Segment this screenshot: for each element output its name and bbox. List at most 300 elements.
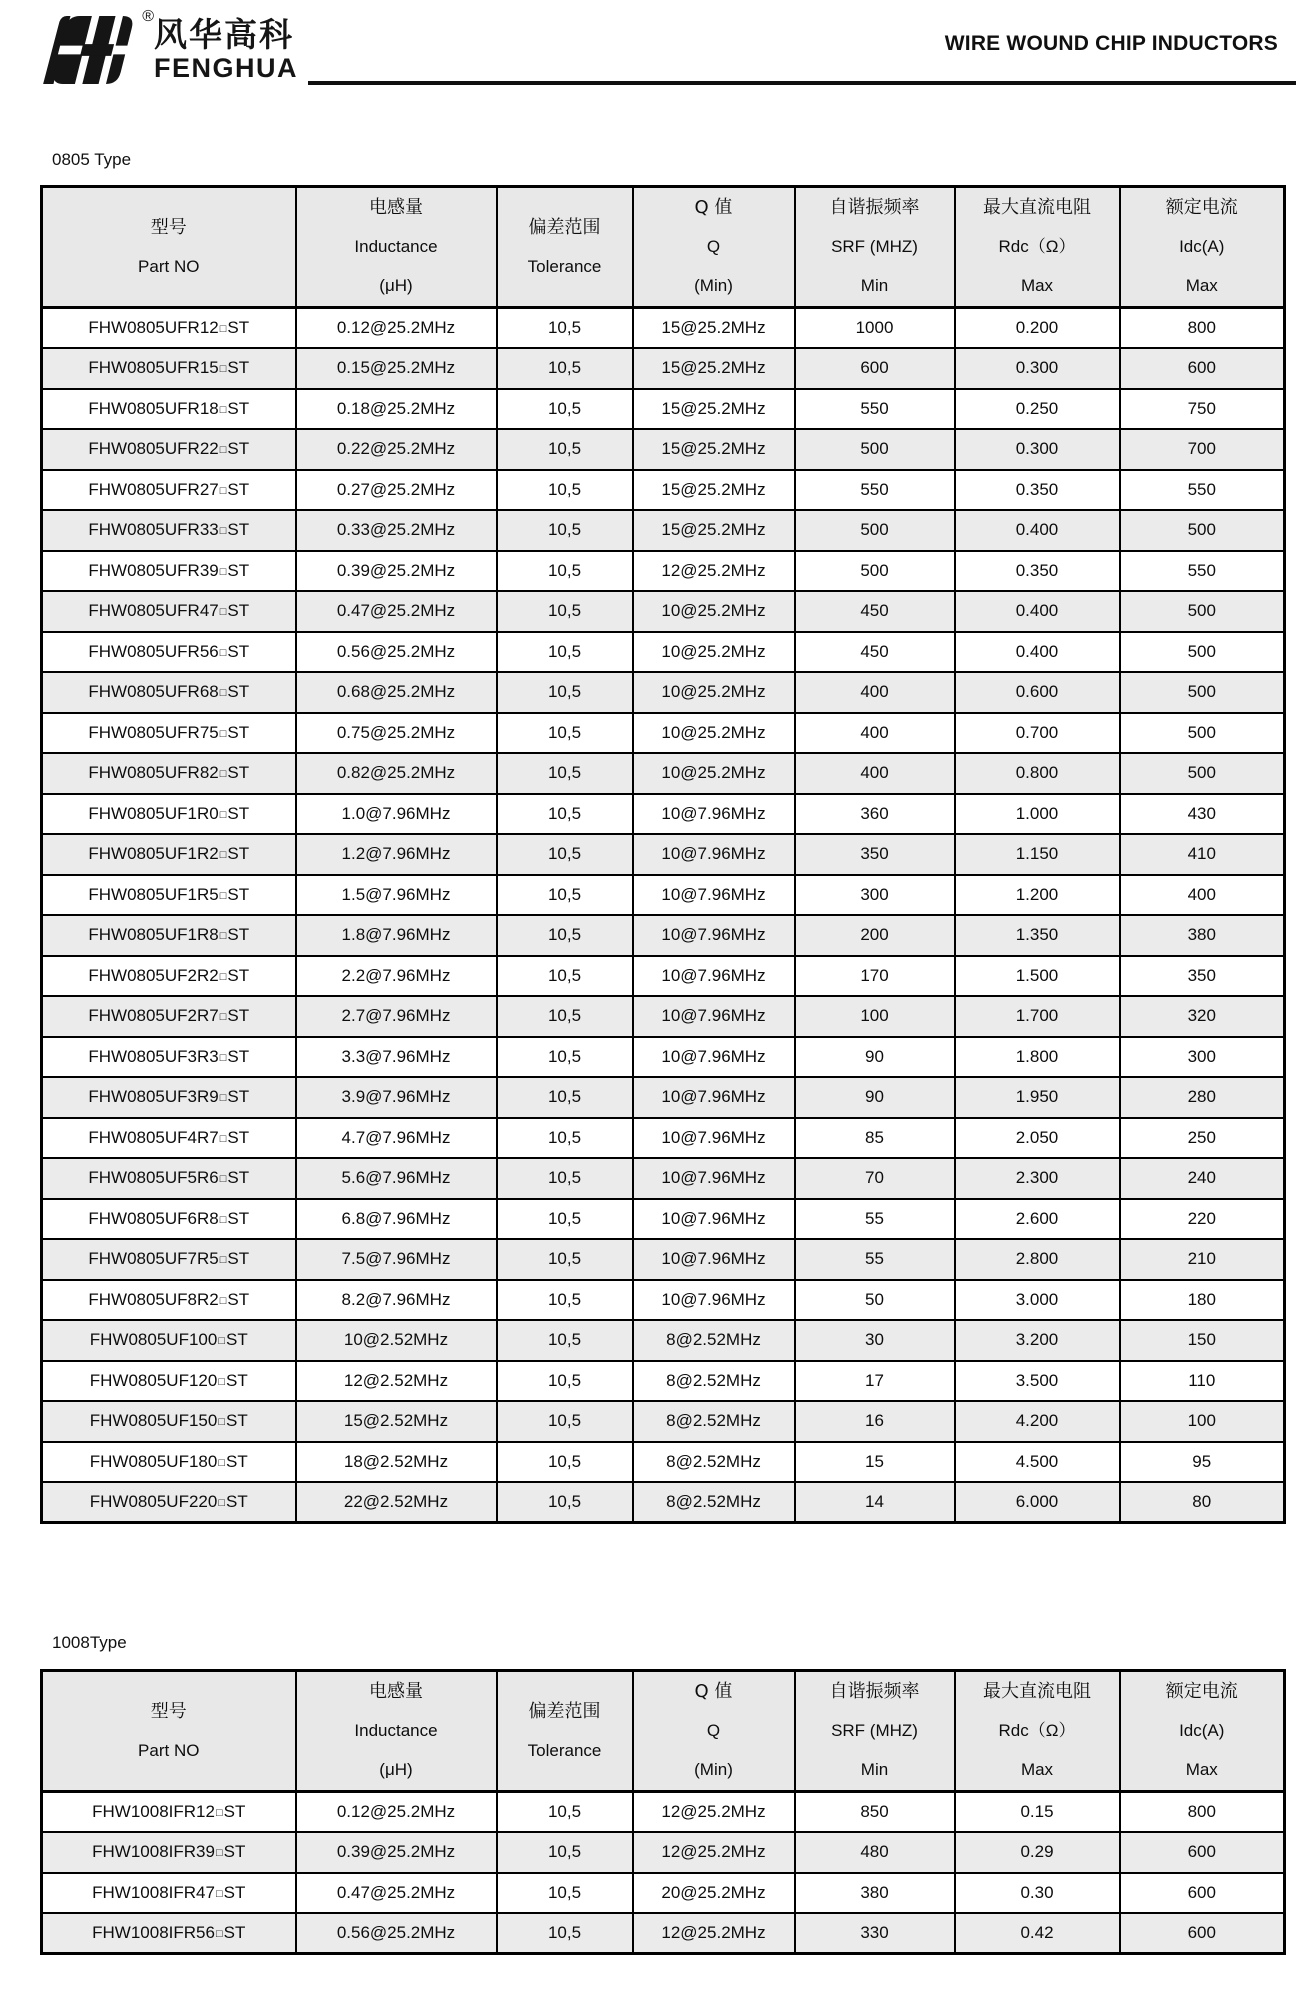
cell-srf-min: 380 (795, 1873, 955, 1914)
cell-idc-max: 700 (1120, 429, 1285, 470)
cell-part-no: FHW0805UF4R7□ST (42, 1118, 296, 1159)
table-row (42, 632, 1285, 673)
cell-rdc-max: 0.42 (955, 1913, 1120, 1954)
cell-q-min: 8@2.52MHz (633, 1401, 795, 1442)
column-header-line: 额定电流 (1165, 1681, 1238, 1702)
column-header-line: Rdc（Ω） (998, 1721, 1076, 1740)
cell-tolerance: 10,5 (497, 1873, 633, 1914)
column-header (955, 187, 1120, 308)
table-row (42, 956, 1285, 997)
cell-inductance: 4.7@7.96MHz (296, 1118, 497, 1159)
cell-q-min: 12@25.2MHz (633, 551, 795, 592)
cell-part-no: FHW0805UFR15□ST (42, 348, 296, 389)
cell-idc-max: 500 (1120, 591, 1285, 632)
column-header-line: 电感量 (369, 1681, 423, 1702)
cell-srf-min: 90 (795, 1077, 955, 1118)
registered-trademark-icon: ® (142, 8, 154, 25)
cell-inductance: 6.8@7.96MHz (296, 1199, 497, 1240)
cell-q-min: 8@2.52MHz (633, 1442, 795, 1483)
cell-tolerance: 10,5 (497, 753, 633, 794)
cell-tolerance: 10,5 (497, 1077, 633, 1118)
cell-inductance: 0.68@25.2MHz (296, 672, 497, 713)
cell-tolerance: 10,5 (497, 794, 633, 835)
cell-part-no: FHW0805UFR27□ST (42, 470, 296, 511)
column-header-line: Tolerance (527, 1740, 602, 1760)
cell-idc-max: 500 (1120, 713, 1285, 754)
column-header-line: Max (1020, 1760, 1054, 1779)
cell-inductance: 12@2.52MHz (296, 1361, 497, 1402)
cell-srf-min: 450 (795, 632, 955, 673)
cell-q-min: 10@7.96MHz (633, 1118, 795, 1159)
table-row (42, 1482, 1285, 1523)
placeholder-square: □ (219, 1254, 227, 1267)
cell-srf-min: 400 (795, 713, 955, 754)
placeholder-square: □ (219, 606, 227, 619)
cell-inductance: 1.0@7.96MHz (296, 794, 497, 835)
column-header (296, 1671, 497, 1792)
cell-q-min: 12@25.2MHz (633, 1832, 795, 1873)
placeholder-square: □ (219, 889, 227, 902)
column-header (296, 187, 497, 308)
cell-tolerance: 10,5 (497, 713, 633, 754)
cell-rdc-max: 4.200 (955, 1401, 1120, 1442)
cell-idc-max: 800 (1120, 1792, 1285, 1833)
table-row (42, 348, 1285, 389)
cell-part-no: FHW0805UFR22□ST (42, 429, 296, 470)
table-row (42, 875, 1285, 916)
column-header-line: Q 值 (694, 1681, 733, 1702)
cell-idc-max: 240 (1120, 1158, 1285, 1199)
cell-rdc-max: 0.300 (955, 429, 1120, 470)
cell-part-no: FHW1008IFR56□ST (42, 1913, 296, 1954)
cell-q-min: 10@7.96MHz (633, 996, 795, 1037)
placeholder-square: □ (219, 1213, 227, 1226)
column-header-line: 偏差范围 (528, 216, 601, 238)
column-header-line: Part NO (138, 256, 200, 276)
cell-idc-max: 380 (1120, 915, 1285, 956)
cell-q-min: 10@7.96MHz (633, 1158, 795, 1199)
column-header-line: 偏差范围 (528, 1700, 601, 1722)
cell-inductance: 5.6@7.96MHz (296, 1158, 497, 1199)
column-header-line: (μH) (379, 1760, 413, 1779)
column-header-line: 型号 (150, 216, 187, 238)
cell-q-min: 15@25.2MHz (633, 470, 795, 511)
cell-inductance: 2.2@7.96MHz (296, 956, 497, 997)
column-header-line: 型号 (150, 1700, 187, 1722)
cell-q-min: 10@25.2MHz (633, 672, 795, 713)
column-header-line: SRF (MHZ) (831, 237, 918, 256)
cell-part-no: FHW0805UFR12□ST (42, 308, 296, 349)
cell-inductance: 1.2@7.96MHz (296, 834, 497, 875)
column-header (1120, 187, 1285, 308)
cell-inductance: 0.12@25.2MHz (296, 308, 497, 349)
column-header-line: 最大直流电阻 (983, 1681, 1091, 1702)
header-row (42, 187, 1285, 308)
cell-tolerance: 10,5 (497, 1832, 633, 1873)
column-header (497, 1671, 633, 1792)
cell-rdc-max: 2.600 (955, 1199, 1120, 1240)
cell-inductance: 0.12@25.2MHz (296, 1792, 497, 1833)
cell-srf-min: 480 (795, 1832, 955, 1873)
cell-q-min: 15@25.2MHz (633, 429, 795, 470)
cell-rdc-max: 1.700 (955, 996, 1120, 1037)
cell-srf-min: 550 (795, 470, 955, 511)
cell-tolerance: 10,5 (497, 1442, 633, 1483)
cell-idc-max: 500 (1120, 753, 1285, 794)
column-header-line: Part NO (138, 1740, 200, 1760)
cell-srf-min: 300 (795, 875, 955, 916)
cell-inductance: 0.56@25.2MHz (296, 632, 497, 673)
cell-inductance: 0.47@25.2MHz (296, 1873, 497, 1914)
cell-rdc-max: 0.700 (955, 713, 1120, 754)
cell-idc-max: 80 (1120, 1482, 1285, 1523)
table-row (42, 510, 1285, 551)
placeholder-square: □ (218, 1335, 225, 1348)
cell-q-min: 10@25.2MHz (633, 753, 795, 794)
column-header-line: Min (860, 1760, 889, 1779)
cell-tolerance: 10,5 (497, 1280, 633, 1321)
cell-tolerance: 10,5 (497, 1118, 633, 1159)
cell-idc-max: 800 (1120, 308, 1285, 349)
cell-part-no: FHW0805UF7R5□ST (42, 1239, 296, 1280)
cell-part-no: FHW0805UFR33□ST (42, 510, 296, 551)
cell-part-no: FHW0805UF150□ST (42, 1401, 296, 1442)
column-header-line: Max (1020, 276, 1054, 295)
table-row (42, 551, 1285, 592)
cell-inductance: 3.3@7.96MHz (296, 1037, 497, 1078)
cell-part-no: FHW0805UFR68□ST (42, 672, 296, 713)
cell-tolerance: 10,5 (497, 1482, 633, 1523)
cell-part-no: FHW0805UFR39□ST (42, 551, 296, 592)
cell-inductance: 0.39@25.2MHz (296, 1832, 497, 1873)
cell-srf-min: 90 (795, 1037, 955, 1078)
cell-rdc-max: 0.15 (955, 1792, 1120, 1833)
cell-tolerance: 10,5 (497, 1037, 633, 1078)
table-row (42, 794, 1285, 835)
column-header-line: Max (1185, 276, 1218, 295)
column-header-line: 自谐振频率 (829, 197, 920, 218)
cell-inductance: 8.2@7.96MHz (296, 1280, 497, 1321)
table-row (42, 308, 1285, 349)
table-row (42, 996, 1285, 1037)
cell-q-min: 10@7.96MHz (633, 794, 795, 835)
placeholder-square: □ (219, 525, 227, 538)
cell-part-no: FHW0805UF5R6□ST (42, 1158, 296, 1199)
table-row (42, 1320, 1285, 1361)
column-header (795, 187, 955, 308)
cell-tolerance: 10,5 (497, 834, 633, 875)
cell-inductance: 0.75@25.2MHz (296, 713, 497, 754)
cell-idc-max: 750 (1120, 389, 1285, 430)
column-header-line: Tolerance (527, 256, 602, 276)
cell-rdc-max: 0.200 (955, 308, 1120, 349)
cell-q-min: 8@2.52MHz (633, 1361, 795, 1402)
column-header (955, 1671, 1120, 1792)
spec-table-1008 (40, 1669, 1286, 1955)
cell-q-min: 10@25.2MHz (633, 632, 795, 673)
cell-inductance: 22@2.52MHz (296, 1482, 497, 1523)
cell-part-no: FHW0805UF3R3□ST (42, 1037, 296, 1078)
column-header-line: Inductance (354, 1721, 438, 1740)
placeholder-square: □ (219, 565, 227, 578)
cell-idc-max: 250 (1120, 1118, 1285, 1159)
cell-q-min: 10@7.96MHz (633, 1280, 795, 1321)
cell-srf-min: 17 (795, 1361, 955, 1402)
cell-part-no: FHW0805UF1R2□ST (42, 834, 296, 875)
placeholder-square: □ (219, 1173, 227, 1186)
cell-idc-max: 500 (1120, 672, 1285, 713)
cell-rdc-max: 4.500 (955, 1442, 1120, 1483)
cell-srf-min: 16 (795, 1401, 955, 1442)
cell-rdc-max: 2.300 (955, 1158, 1120, 1199)
cell-idc-max: 95 (1120, 1442, 1285, 1483)
section-label-0805: 0805 Type (52, 150, 132, 169)
cell-srf-min: 70 (795, 1158, 955, 1199)
cell-q-min: 10@7.96MHz (633, 834, 795, 875)
column-header-line: Max (1185, 1760, 1218, 1779)
cell-rdc-max: 0.800 (955, 753, 1120, 794)
cell-rdc-max: 1.500 (955, 956, 1120, 997)
placeholder-square: □ (219, 1294, 227, 1307)
column-header-line: SRF (MHZ) (831, 1721, 918, 1740)
page-title: WIRE WOUND CHIP INDUCTORS (944, 32, 1278, 55)
placeholder-square: □ (219, 646, 227, 659)
cell-part-no: FHW0805UFR18□ST (42, 389, 296, 430)
placeholder-square: □ (219, 970, 227, 983)
cell-srf-min: 15 (795, 1442, 955, 1483)
column-header-line: Rdc（Ω） (998, 237, 1076, 256)
placeholder-square: □ (215, 1807, 223, 1819)
column-header-line: Inductance (354, 237, 438, 256)
cell-tolerance: 10,5 (497, 1913, 633, 1954)
cell-idc-max: 550 (1120, 470, 1285, 511)
table-row (42, 1158, 1285, 1199)
cell-rdc-max: 1.950 (955, 1077, 1120, 1118)
column-header-line: 额定电流 (1165, 197, 1238, 218)
cell-tolerance: 10,5 (497, 591, 633, 632)
cell-rdc-max: 0.400 (955, 510, 1120, 551)
column-header-line: Idc(A) (1179, 1721, 1225, 1740)
cell-srf-min: 50 (795, 1280, 955, 1321)
placeholder-square: □ (219, 768, 227, 781)
header-rule (308, 81, 1296, 85)
cell-q-min: 12@25.2MHz (633, 1792, 795, 1833)
cell-idc-max: 600 (1120, 1873, 1285, 1914)
cell-inductance: 7.5@7.96MHz (296, 1239, 497, 1280)
cell-inductance: 1.5@7.96MHz (296, 875, 497, 916)
table-row (42, 429, 1285, 470)
table-row (42, 753, 1285, 794)
placeholder-square: □ (215, 1887, 223, 1900)
cell-part-no: FHW0805UF1R0□ST (42, 794, 296, 835)
cell-rdc-max: 1.200 (955, 875, 1120, 916)
cell-idc-max: 500 (1120, 510, 1285, 551)
cell-part-no: FHW0805UF6R8□ST (42, 1199, 296, 1240)
cell-idc-max: 210 (1120, 1239, 1285, 1280)
cell-rdc-max: 2.800 (955, 1239, 1120, 1280)
cell-inductance: 0.47@25.2MHz (296, 591, 497, 632)
cell-tolerance: 10,5 (497, 1361, 633, 1402)
cell-inductance: 1.8@7.96MHz (296, 915, 497, 956)
section-label-1008: 1008Type (52, 1633, 127, 1652)
cell-part-no: FHW1008IFR39□ST (42, 1832, 296, 1873)
cell-inductance: 0.56@25.2MHz (296, 1913, 497, 1954)
table-row (42, 834, 1285, 875)
fenghua-logo-icon (34, 16, 138, 84)
column-header-line: (μH) (379, 276, 413, 295)
column-header (42, 1671, 296, 1792)
table-row (42, 389, 1285, 430)
column-header-line: Q (706, 1721, 721, 1740)
cell-tolerance: 10,5 (497, 632, 633, 673)
cell-q-min: 8@2.52MHz (633, 1320, 795, 1361)
cell-rdc-max: 1.800 (955, 1037, 1120, 1078)
cell-tolerance: 10,5 (497, 1158, 633, 1199)
cell-q-min: 10@7.96MHz (633, 1077, 795, 1118)
cell-rdc-max: 0.250 (955, 389, 1120, 430)
cell-srf-min: 400 (795, 753, 955, 794)
cell-srf-min: 500 (795, 429, 955, 470)
cell-part-no: FHW1008IFR47□ST (42, 1873, 296, 1914)
cell-part-no: FHW0805UF3R9□ST (42, 1077, 296, 1118)
cell-part-no: FHW0805UF2R7□ST (42, 996, 296, 1037)
column-header-line: Q (706, 237, 721, 256)
cell-part-no: FHW0805UF1R5□ST (42, 875, 296, 916)
cell-tolerance: 10,5 (497, 429, 633, 470)
placeholder-square: □ (219, 444, 227, 457)
cell-rdc-max: 0.600 (955, 672, 1120, 713)
placeholder-square: □ (219, 363, 227, 376)
cell-q-min: 15@25.2MHz (633, 389, 795, 430)
cell-rdc-max: 1.150 (955, 834, 1120, 875)
cell-q-min: 8@2.52MHz (633, 1482, 795, 1523)
cell-rdc-max: 0.350 (955, 470, 1120, 511)
cell-idc-max: 280 (1120, 1077, 1285, 1118)
cell-tolerance: 10,5 (497, 956, 633, 997)
cell-part-no: FHW0805UF8R2□ST (42, 1280, 296, 1321)
cell-part-no: FHW0805UF100□ST (42, 1320, 296, 1361)
table-row (42, 591, 1285, 632)
column-header (633, 1671, 795, 1792)
cell-tolerance: 10,5 (497, 348, 633, 389)
cell-idc-max: 600 (1120, 348, 1285, 389)
cell-rdc-max: 2.050 (955, 1118, 1120, 1159)
cell-idc-max: 500 (1120, 632, 1285, 673)
cell-rdc-max: 0.29 (955, 1832, 1120, 1873)
cell-rdc-max: 3.200 (955, 1320, 1120, 1361)
cell-srf-min: 30 (795, 1320, 955, 1361)
cell-part-no: FHW1008IFR12□ST (42, 1792, 296, 1833)
table-row (42, 1442, 1285, 1483)
table-row (42, 672, 1285, 713)
cell-srf-min: 100 (795, 996, 955, 1037)
cell-idc-max: 150 (1120, 1320, 1285, 1361)
column-header (1120, 1671, 1285, 1792)
cell-part-no: FHW0805UF120□ST (42, 1361, 296, 1402)
table-row (42, 1077, 1285, 1118)
column-header-line: Q 值 (694, 197, 733, 218)
placeholder-square: □ (218, 1497, 225, 1509)
cell-srf-min: 550 (795, 389, 955, 430)
table-row (42, 470, 1285, 511)
header-row (42, 1671, 1285, 1792)
placeholder-square: □ (219, 484, 227, 497)
placeholder-square: □ (219, 687, 227, 700)
fenghua-logo (34, 8, 154, 84)
cell-rdc-max: 6.000 (955, 1482, 1120, 1523)
cell-srf-min: 360 (795, 794, 955, 835)
column-header-line: (Min) (694, 276, 733, 295)
column-header (795, 1671, 955, 1792)
placeholder-square: □ (219, 727, 227, 740)
cell-inductance: 0.15@25.2MHz (296, 348, 497, 389)
cell-inductance: 2.7@7.96MHz (296, 996, 497, 1037)
cell-tolerance: 10,5 (497, 1239, 633, 1280)
placeholder-square: □ (218, 1456, 225, 1469)
placeholder-square: □ (219, 1132, 227, 1145)
cell-srf-min: 330 (795, 1913, 955, 1954)
cell-part-no: FHW0805UF1R8□ST (42, 915, 296, 956)
cell-q-min: 15@25.2MHz (633, 348, 795, 389)
cell-part-no: FHW0805UF220□ST (42, 1482, 296, 1523)
cell-tolerance: 10,5 (497, 510, 633, 551)
cell-tolerance: 10,5 (497, 915, 633, 956)
cell-tolerance: 10,5 (497, 1320, 633, 1361)
cell-rdc-max: 0.300 (955, 348, 1120, 389)
column-header-line: Min (860, 276, 889, 295)
cell-srf-min: 170 (795, 956, 955, 997)
cell-tolerance: 10,5 (497, 1401, 633, 1442)
cell-idc-max: 600 (1120, 1832, 1285, 1873)
cell-tolerance: 10,5 (497, 875, 633, 916)
cell-idc-max: 600 (1120, 1913, 1285, 1954)
cell-idc-max: 100 (1120, 1401, 1285, 1442)
table-row (42, 1239, 1285, 1280)
cell-tolerance: 10,5 (497, 551, 633, 592)
cell-rdc-max: 0.350 (955, 551, 1120, 592)
table-row (42, 1913, 1285, 1954)
table-row (42, 1199, 1285, 1240)
table-row (42, 1401, 1285, 1442)
cell-idc-max: 400 (1120, 875, 1285, 916)
cell-q-min: 10@25.2MHz (633, 713, 795, 754)
cell-inductance: 0.82@25.2MHz (296, 753, 497, 794)
cell-srf-min: 500 (795, 510, 955, 551)
cell-inductance: 18@2.52MHz (296, 1442, 497, 1483)
cell-inductance: 3.9@7.96MHz (296, 1077, 497, 1118)
column-header (633, 187, 795, 308)
placeholder-square: □ (219, 1011, 227, 1024)
brand-text (154, 16, 298, 83)
cell-tolerance: 10,5 (497, 389, 633, 430)
cell-idc-max: 410 (1120, 834, 1285, 875)
cell-tolerance: 10,5 (497, 996, 633, 1037)
cell-idc-max: 430 (1120, 794, 1285, 835)
placeholder-square: □ (218, 1375, 225, 1388)
placeholder-square: □ (218, 1416, 225, 1429)
cell-tolerance: 10,5 (497, 1199, 633, 1240)
column-header-line: 最大直流电阻 (983, 197, 1091, 218)
brand (34, 8, 298, 84)
cell-part-no: FHW0805UF180□ST (42, 1442, 296, 1483)
cell-rdc-max: 3.000 (955, 1280, 1120, 1321)
table-row (42, 915, 1285, 956)
cell-q-min: 15@25.2MHz (633, 308, 795, 349)
cell-part-no: FHW0805UFR56□ST (42, 632, 296, 673)
cell-q-min: 10@7.96MHz (633, 1239, 795, 1280)
cell-rdc-max: 3.500 (955, 1361, 1120, 1402)
cell-srf-min: 200 (795, 915, 955, 956)
